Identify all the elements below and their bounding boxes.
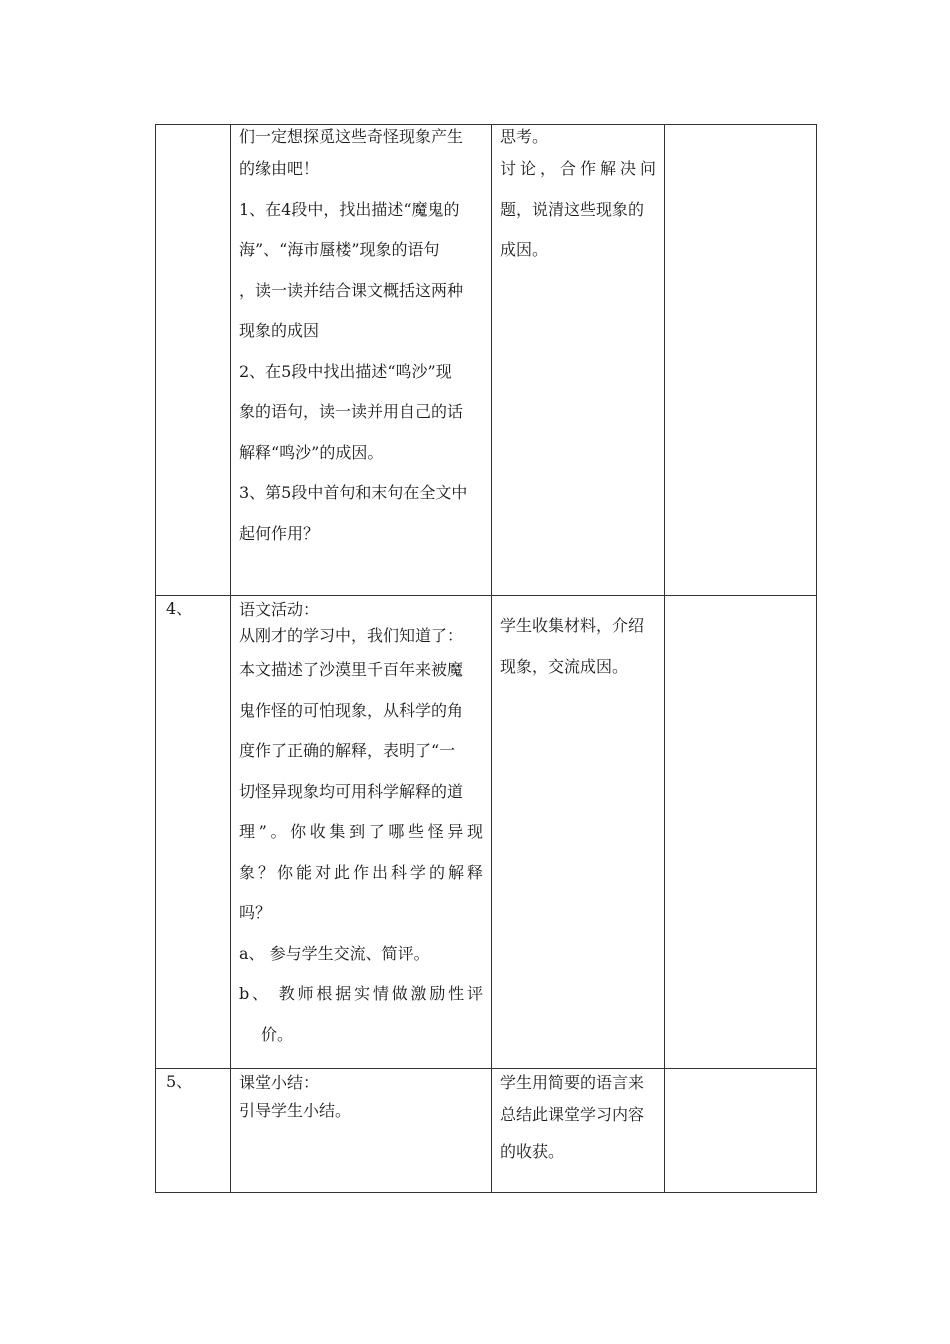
text-line: 现象，交流成因。 <box>500 656 629 676</box>
text-line: 学生用简要的语言来 <box>500 1073 645 1092</box>
text-line: 解释“鸣沙”的成因。 <box>239 442 384 462</box>
text-line: 学生收集材料，介绍 <box>500 616 645 635</box>
text-line: b、 教师根据实情做激励性评 <box>239 984 483 1003</box>
student-activity-cell <box>492 1069 665 1193</box>
text-line: 切怪异现象均可用科学解释的道 <box>239 781 464 801</box>
teacher-activity-cell <box>231 1069 492 1193</box>
text-line: 吗？ <box>239 903 272 922</box>
text-line: ，读一读并结合课文概括这两种 <box>239 280 464 300</box>
text-line: 度作了正确的解释，表明了“一 <box>239 741 456 760</box>
text-line: 讨论，合作解决问 <box>500 159 656 178</box>
text-line: 课堂小结： <box>239 1073 320 1092</box>
table-row <box>156 125 817 596</box>
step-number-cell: 4、 <box>156 596 231 1069</box>
text-line: a、 参与学生交流、简评。 <box>239 943 430 963</box>
text-line: 本文描述了沙漠里千百年来被魔 <box>239 660 464 679</box>
teacher-activity-cell <box>231 125 492 596</box>
text-line: 海”、“海市蜃楼”现象的语句 <box>239 240 440 259</box>
text-line: 2、在5段中找出描述“鸣沙”现 <box>239 361 452 381</box>
lesson-plan-table <box>155 124 817 1193</box>
text-line: 象的语句，读一读并用自己的话 <box>239 402 464 421</box>
notes-cell <box>665 596 817 1069</box>
text-line: 的收获。 <box>500 1141 565 1161</box>
text-line: 3、第5段中首句和末句在全文中 <box>239 483 468 502</box>
student-activity-cell <box>492 596 665 1069</box>
table-row <box>156 596 817 1069</box>
notes-cell <box>665 125 817 596</box>
text-line: 总结此课堂学习内容 <box>500 1105 645 1124</box>
text-line: 们一定想探觅这些奇怪现象产生 <box>239 127 464 146</box>
text-line: 理”。你收集到了哪些怪异现 <box>239 822 483 841</box>
step-number-cell: 5、 <box>156 1069 231 1193</box>
text-line: 从刚才的学习中，我们知道了： <box>239 626 464 645</box>
text-line: 现象的成因 <box>239 321 320 340</box>
text-line: 题，说清这些现象的 <box>500 199 645 219</box>
notes-cell <box>665 1069 817 1193</box>
text-line: 成因。 <box>500 240 549 259</box>
text-line: 思考。 <box>500 127 549 146</box>
teacher-activity-cell <box>231 596 492 1069</box>
text-line: 鬼作怪的可怕现象，从科学的角 <box>239 700 464 720</box>
text-line: 象？你能对此作出科学的解释 <box>239 862 483 882</box>
text-line: 引导学生小结。 <box>239 1101 352 1120</box>
text-line: 1、在4段中，找出描述“魔鬼的 <box>239 199 460 219</box>
text-line: 起何作用？ <box>239 523 320 543</box>
table-row <box>156 1069 817 1193</box>
student-activity-cell <box>492 125 665 596</box>
text-line: 价。 <box>261 1024 294 1044</box>
text-line: 语文活动： <box>239 600 320 619</box>
step-number-cell <box>156 125 231 596</box>
text-line: 的缘由吧！ <box>239 159 320 178</box>
